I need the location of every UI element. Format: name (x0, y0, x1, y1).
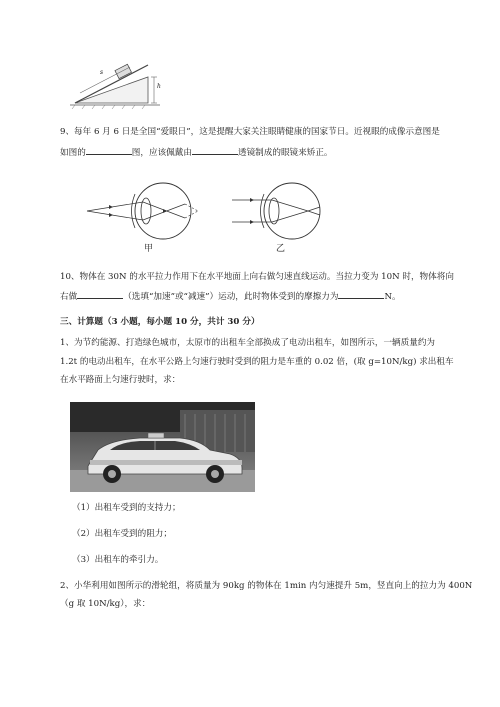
eye-label-jia: 甲 (144, 244, 154, 254)
calc2-line2: （g 取 10N/kg），求： (60, 599, 151, 609)
section3-title: 三、计算题（3 小题，每小题 10 分，共计 30 分） (60, 317, 260, 327)
q10-line1: 10、物体在 30N 的水平拉力作用下在水平地面上向右做匀速直线运动。当拉力变为 10N 时，物体将向 (60, 272, 454, 282)
q10-text-b: （选填“加速”或“减速”）运动，此时物体受到的摩擦力为 (123, 292, 339, 302)
calc1-sub3: （3）出租车的牵引力。 (72, 555, 164, 565)
eye-diagram-yi (232, 180, 327, 242)
incline-label-s: s (100, 69, 104, 76)
calc1-line1: 1、为节约能源、打造绿色城市，太原市的出租车全部换成了电动出租车，如图所示，一辆质量约为 (60, 338, 436, 348)
q9-blank-figure[interactable] (86, 145, 132, 155)
q9-blank-lens[interactable] (192, 145, 238, 155)
q9-text-b: 图，应该佩戴由 (131, 148, 192, 158)
q10-blank-motion[interactable] (77, 289, 123, 299)
incline-label-h: h (157, 83, 161, 90)
calc1-sub1: （1）出租车受到的支持力； (72, 503, 181, 513)
q10-line2 (60, 289, 401, 303)
q10-text-a: 右做 (60, 292, 78, 302)
taxi-photo (70, 402, 255, 492)
q10-text-c: N。 (384, 292, 401, 302)
q9-text-c: 透镜制成的眼镜来矫正。 (237, 148, 333, 158)
incline-figure (70, 55, 165, 110)
eye-diagram-jia (85, 180, 200, 242)
calc1-line2: 1.2t 的电动出租车，在水平公路上匀速行驶时受到的阻力是车重的 0.02 倍，(取 g=10N/kg) 求出租车 (60, 357, 454, 367)
calc1-sub2: （2）出租车受到的阻力； (72, 529, 172, 539)
q9-line1: 9、每年 6 月 6 日是全国“爱眼日”，这是提醒大家关注眼睛健康的国家节日。近视眼的成像示意图是 (60, 127, 440, 137)
calc2-line1: 2、小华利用如图所示的滑轮组，将质量为 90kg 的物体在 1min 内匀速提升 5m，竖直向上的拉力为 400N (60, 581, 473, 591)
calc1-line3: 在水平路面上匀速行驶时，求： (60, 375, 181, 385)
q9-text-a: 如图的 (60, 148, 86, 158)
q9-line2 (60, 145, 333, 159)
eye-label-yi: 乙 (276, 244, 286, 254)
q10-blank-friction[interactable] (338, 289, 384, 299)
